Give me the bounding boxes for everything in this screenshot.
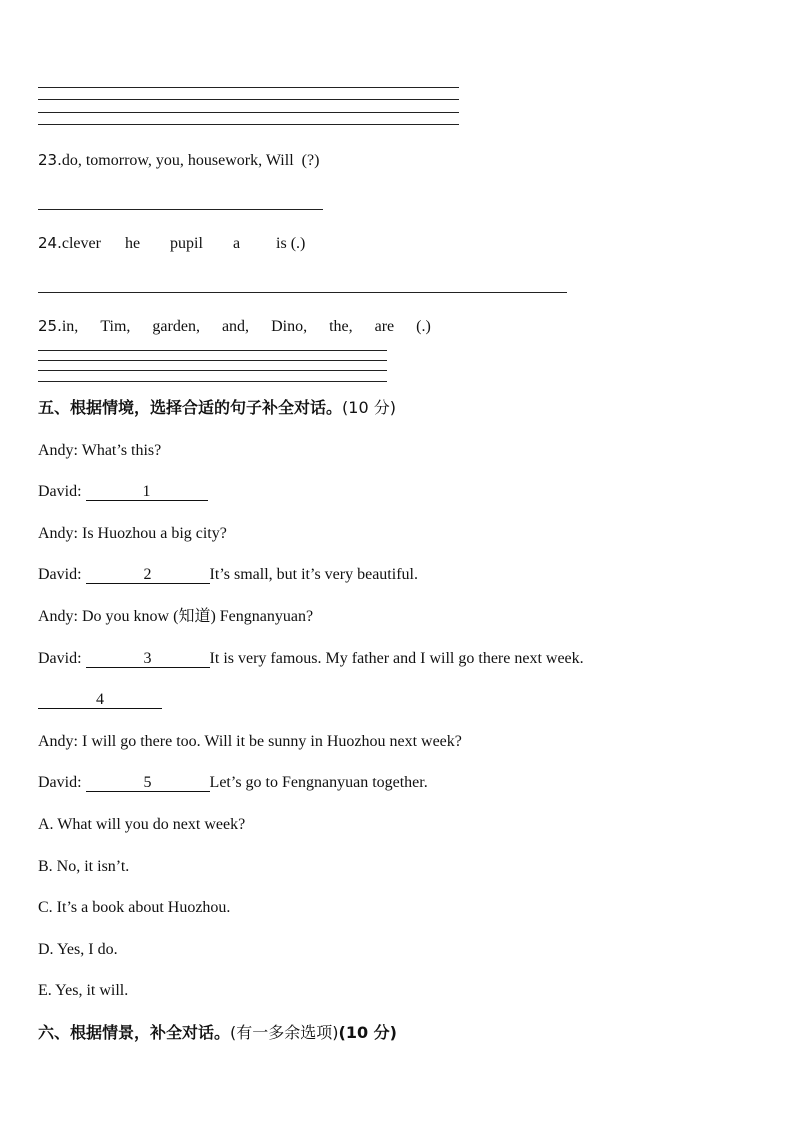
section-6-heading: [38, 1023, 397, 1043]
option-c: C. It’s a book about Huozhou.: [38, 899, 231, 916]
answer-line: [38, 112, 459, 113]
section-5-heading: [38, 398, 396, 418]
speaker: David:: [38, 774, 82, 791]
blank-number: 1: [142, 483, 151, 500]
word: a: [232, 235, 241, 252]
dialogue-line: [38, 565, 418, 585]
dialogue-line: [38, 773, 428, 793]
answer-line: [38, 209, 323, 210]
question-number: 25.: [38, 317, 62, 335]
word: in,: [61, 318, 79, 335]
section-score: (10 分): [342, 398, 396, 417]
answer-line: [38, 87, 459, 88]
dialogue-text: It’s small, but it’s very beautiful.: [209, 566, 418, 583]
word: he: [124, 235, 141, 252]
option-b: B. No, it isn’t.: [38, 858, 130, 875]
answer-line: [38, 370, 387, 371]
question-number: 23.: [38, 151, 62, 169]
word: clever: [61, 235, 101, 252]
section-score: (10 分): [338, 1023, 397, 1042]
dialogue-line: [38, 482, 208, 502]
speaker: Andy:: [38, 608, 78, 625]
blank-number: 5: [143, 774, 152, 791]
dialogue-line: [38, 524, 227, 544]
dialogue-text: Is Huozhou a big city?: [82, 525, 227, 542]
speaker: David:: [38, 650, 82, 667]
dialogue-text: What’s this?: [81, 442, 162, 459]
section-note: (有一多余选项): [230, 1023, 339, 1042]
word: the,: [329, 318, 353, 335]
option-a: A. What will you do next week?: [38, 816, 246, 833]
blank-number: 3: [143, 650, 152, 667]
question-punct: (.): [290, 235, 306, 252]
blank-number: 2: [143, 566, 152, 583]
speaker: David:: [38, 566, 82, 583]
answer-line: [38, 292, 567, 293]
answer-blank[interactable]: [86, 775, 210, 792]
dialogue-line: [38, 732, 462, 752]
section-title: 五、根据情境，选择合适的句子补全对话。: [38, 398, 343, 417]
word: Tim,: [100, 318, 131, 335]
answer-line: [38, 360, 387, 361]
question-words: do, tomorrow, you, housework, Will: [61, 152, 294, 169]
answer-blank[interactable]: [86, 567, 210, 584]
option-e: E. Yes, it will.: [38, 982, 129, 999]
word: are: [374, 318, 395, 335]
question-23: [38, 150, 319, 171]
dialogue-text: Let’s go to Fengnanyuan together.: [209, 774, 428, 791]
section-title: 六、根据情景，补全对话。: [38, 1023, 231, 1042]
answer-blank[interactable]: [86, 651, 210, 668]
word: and,: [221, 318, 250, 335]
question-punct: (?): [301, 152, 320, 169]
speaker: David:: [38, 483, 82, 500]
dialogue-line: [38, 607, 313, 627]
dialogue-text: I will go there too. Will it be sunny in Huozhou next week?: [82, 733, 462, 750]
word: is: [276, 235, 287, 252]
dialogue-line: [38, 690, 162, 710]
dialogue-text: Do you know (知道) Fengnanyuan?: [82, 608, 314, 625]
question-number: 24.: [38, 234, 62, 252]
blank-number: 4: [96, 691, 104, 708]
question-punct: (.): [416, 318, 431, 335]
dialogue-line: [38, 441, 161, 461]
answer-blank[interactable]: [38, 692, 162, 709]
answer-line: [38, 381, 387, 382]
answer-line: [38, 99, 459, 100]
answer-line: [38, 124, 459, 125]
speaker: Andy:: [38, 733, 78, 750]
question-25: [38, 316, 431, 337]
speaker: Andy:: [38, 525, 78, 542]
word: Dino,: [271, 318, 308, 335]
dialogue-text: It is very famous. My father and I will go there next week.: [209, 650, 584, 667]
word: garden,: [152, 318, 200, 335]
question-24: [38, 233, 305, 254]
answer-line: [38, 350, 387, 351]
dialogue-line: [38, 649, 584, 669]
word: pupil: [170, 235, 203, 252]
answer-blank[interactable]: [86, 484, 208, 501]
speaker: Andy:: [38, 442, 78, 459]
option-d: D. Yes, I do.: [38, 941, 118, 958]
